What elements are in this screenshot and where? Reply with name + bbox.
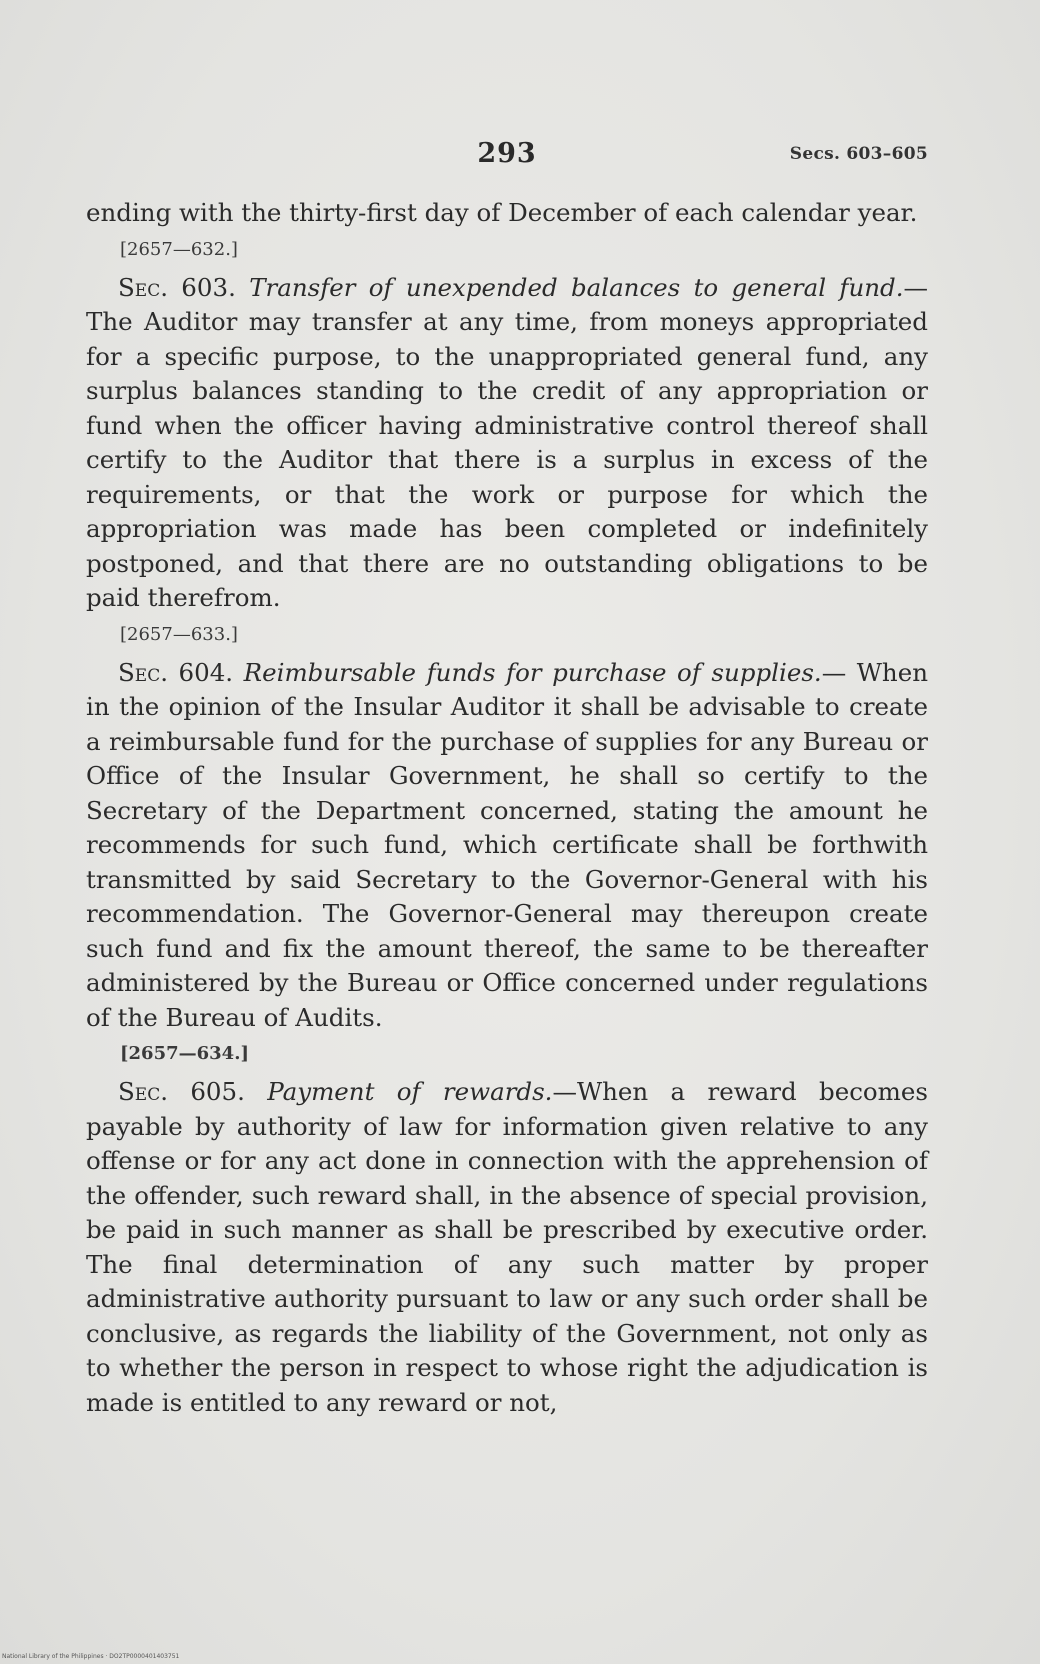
page-content <box>86 196 928 1420</box>
section-title: Payment of rewards. <box>267 1077 553 1106</box>
section-605 <box>86 1075 928 1420</box>
section-text: —When a reward becomes payable by authority of law for information given relative to any offense or for any act done in connection with the apprehension of the offender, such reward shall, in the absence of special provision, be paid in such manner as shall be prescribed by executive order. The final determination of any such matter by proper administrative authority pursuant to law or any such order shall be conclusive, as regards the liability of the Government, not only as to whether the person in respect to whose right the adjudication is made is entitled to any reward or not, <box>86 1077 928 1417</box>
section-603 <box>86 271 928 616</box>
continuation-paragraph: ending with the thirty-first day of December of each calendar year. <box>86 198 918 227</box>
section-label: Sec. 603. <box>118 272 236 302</box>
section-text: —The Auditor may transfer at any time, from moneys appropriated for a specific purpose, to the unappropriated general fund, any surplus balances standing to the credit of any appropriation or fund when the officer having administrative control thereof shall certify to the Auditor that there is a surplus in excess of the requirements, or that the work or purpose for which the appropriation was made has been completed or indefinitely postponed, and that there are no outstanding obligations to be paid therefrom. <box>86 272 929 612</box>
section-604 <box>86 656 928 1036</box>
scan-footer: National Library of the Philippines · DO2TP0000401403751 <box>2 1653 180 1660</box>
section-label: Sec. 604. <box>118 657 234 687</box>
section-title: Transfer of unexpended balances to general fund. <box>249 272 904 302</box>
section-range: Secs. 603–605 <box>789 144 928 164</box>
section-citation: [2657—634.] <box>120 1043 249 1064</box>
section-citation: [2657—632.] <box>120 238 238 260</box>
section-citation: [2657—633.] <box>120 623 238 645</box>
section-title: Reimbursable funds for purchase of supplies. <box>243 657 822 687</box>
section-text: — When in the opinion of the Insular Auditor it shall be advisable to create a reimbursable fund for the purchase of supplies for any Bureau or Office of the Insular Government, he shall so certify to the Secretary of the Department concerned, stating the amount he recommends for such fund, which certificate shall be forthwith transmitted by said Secretary to the Governor-General with his recommendation. The Governor-General may thereupon create such fund and fix the amount thereof, the same to be thereafter administered by the Bureau or Office concerned under regulations of the Bureau of Audits. <box>86 657 928 1032</box>
page-number: 293 <box>477 138 537 169</box>
section-label: Sec. 605. <box>118 1077 245 1106</box>
page-header <box>86 138 928 178</box>
